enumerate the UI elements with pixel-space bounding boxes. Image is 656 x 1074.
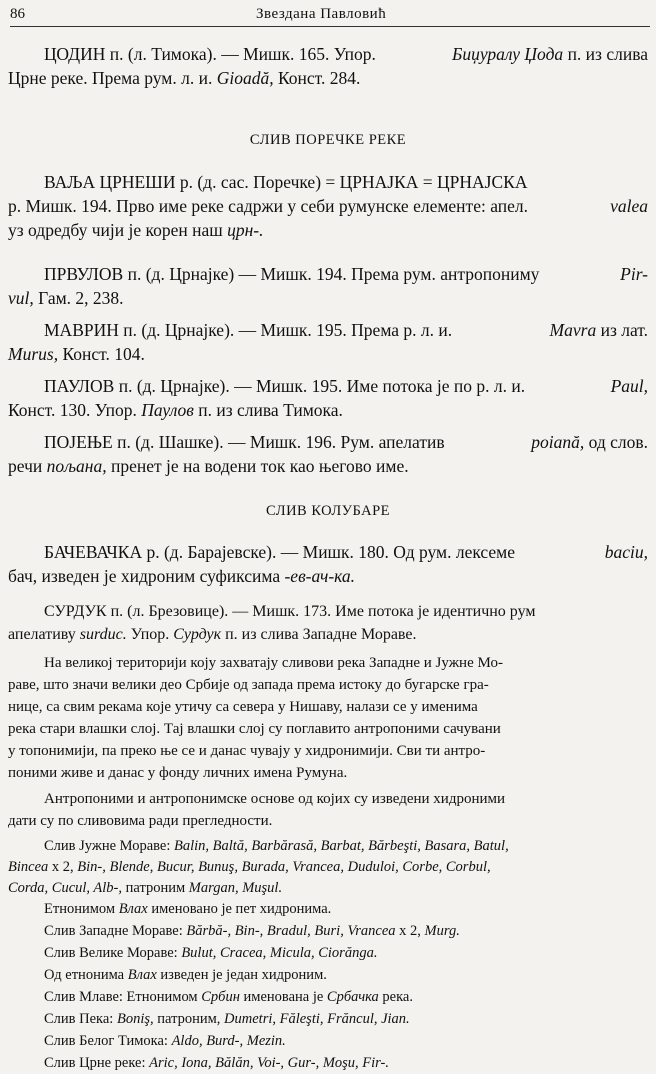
entry-codin: ЦОДИН п. (л. Тимока). — Мишк. 165. Упор. Биџуралу Џода п. из слива Црне реке. Према рум. л. и. Gioadă, Конст. 284.: [8, 44, 648, 88]
basin-mlava: Слив Млаве: Етнонимом Србин именована је Србачка река.: [44, 989, 413, 1005]
basin-pek: Слив Пека: Boniş, патроним, Dumetri, Făleşti, Frăncul, Jian.: [44, 1011, 410, 1027]
entry-mavrin: МАВРИН п. (д. Црнајке). — Мишк. 195. Према р. л. и. Mavra из лат. Murus, Конст. 104.: [8, 320, 648, 364]
basin-juzna-morava: Слив Јужне Мораве: Balin, Baltă, Barbărasă, Barbat, Bărbeşti, Basara, Batul, Bincea x 2, Bin-, Blende, Bucur, Bunuş, Burada, Vrancea, Duduloi, Corbe, Corbul, Corda, Cucul, Alb-, патроним Margan, Muşul. Етнонимом Влах именовано је пет хидронима.: [8, 838, 509, 917]
entry-bacevacka: БАЧЕВАЧКА р. (д. Барајевске). — Мишк. 180. Од рум. лексеме baciu, бач, изведен је хидроним суфиксима -ев-ач-ка.: [8, 542, 648, 586]
entry-polene: ПОЈЕЊЕ п. (д. Шашке). — Мишк. 196. Рум. апелатив poiană, од слов. речи пољана, пренет је на водени ток као његово име.: [8, 432, 648, 476]
entry-prvulov: ПРВУЛОВ п. (д. Црнајке) — Мишк. 194. Према рум. антропониму Pir- vul, Гам. 2, 238.: [8, 264, 648, 308]
basin-beli-timok: Слив Белог Тимока: Aldo, Burd-, Mezin.: [44, 1033, 286, 1049]
vlah-hydronym-note: Од етнонима Влах изведен је један хидроним.: [44, 967, 327, 983]
basin-crna-reka: Слив Црне реке: Aric, Iona, Bălăn, Voi-, Gur-, Moşu, Fir-.: [44, 1055, 389, 1071]
entry-surduk: СУРДУК п. (л. Брезовице). — Мишк. 173. Име потока је идентично рум апелативу surduc. Упор. Сурдук п. из слива Западне Мораве.: [8, 603, 536, 643]
entry-valja: ВАЉА ЦРНЕШИ р. (д. сас. Поречке) = ЦРНАЈКА = ЦРНАЈСКА р. Мишк. 194. Прво име реке садржи у себи румунске елементе: апел. valea уз одредбу чији је корен наш црн-.: [8, 172, 648, 240]
page-header: [10, 4, 650, 27]
entry-paulov: ПАУЛОВ п. (д. Црнајке). — Мишк. 195. Име потока је по р. л. и. Paul, Конст. 130. Упор. Паулов п. из слива Тимока.: [8, 376, 648, 420]
running-author: Звездана Павловић: [256, 6, 387, 22]
page-number: 86: [10, 6, 25, 22]
basin-zapadna-morava: Слив Западне Мораве: Bărbă-, Bin-, Bradul, Buri, Vrancea x 2, Murg.: [44, 923, 460, 939]
section-heading-porecka: СЛИВ ПОРЕЧКЕ РЕКЕ: [249, 132, 407, 148]
basin-velika-morava: Слив Велике Мораве: Bulut, Cracea, Micula, Ciorănga.: [44, 945, 378, 961]
section-heading-kolubare: СЛИВ КОЛУБАРЕ: [265, 503, 391, 519]
paragraph-overview: Антропоними и антропонимске основе од којих су изведени хидроними дати су по сливовима ради прегледности.: [8, 791, 506, 829]
paragraph-intro: На великој територији коју захватају сливови река Западне и Јужне Мо- раве, што значи велики део Србије од запада према истоку до бугарске гра- нице, са свим рекама које утичу са севера у Нишаву, налази се у именима река стари влашки слој. Тај влашки слој су поглавито антропоними сачувани у топонимији, па преко ње се и данас чувају у хидронимији. Сви ти антро- поними живе и данас у фонду личних имена Румуна.: [8, 655, 503, 781]
